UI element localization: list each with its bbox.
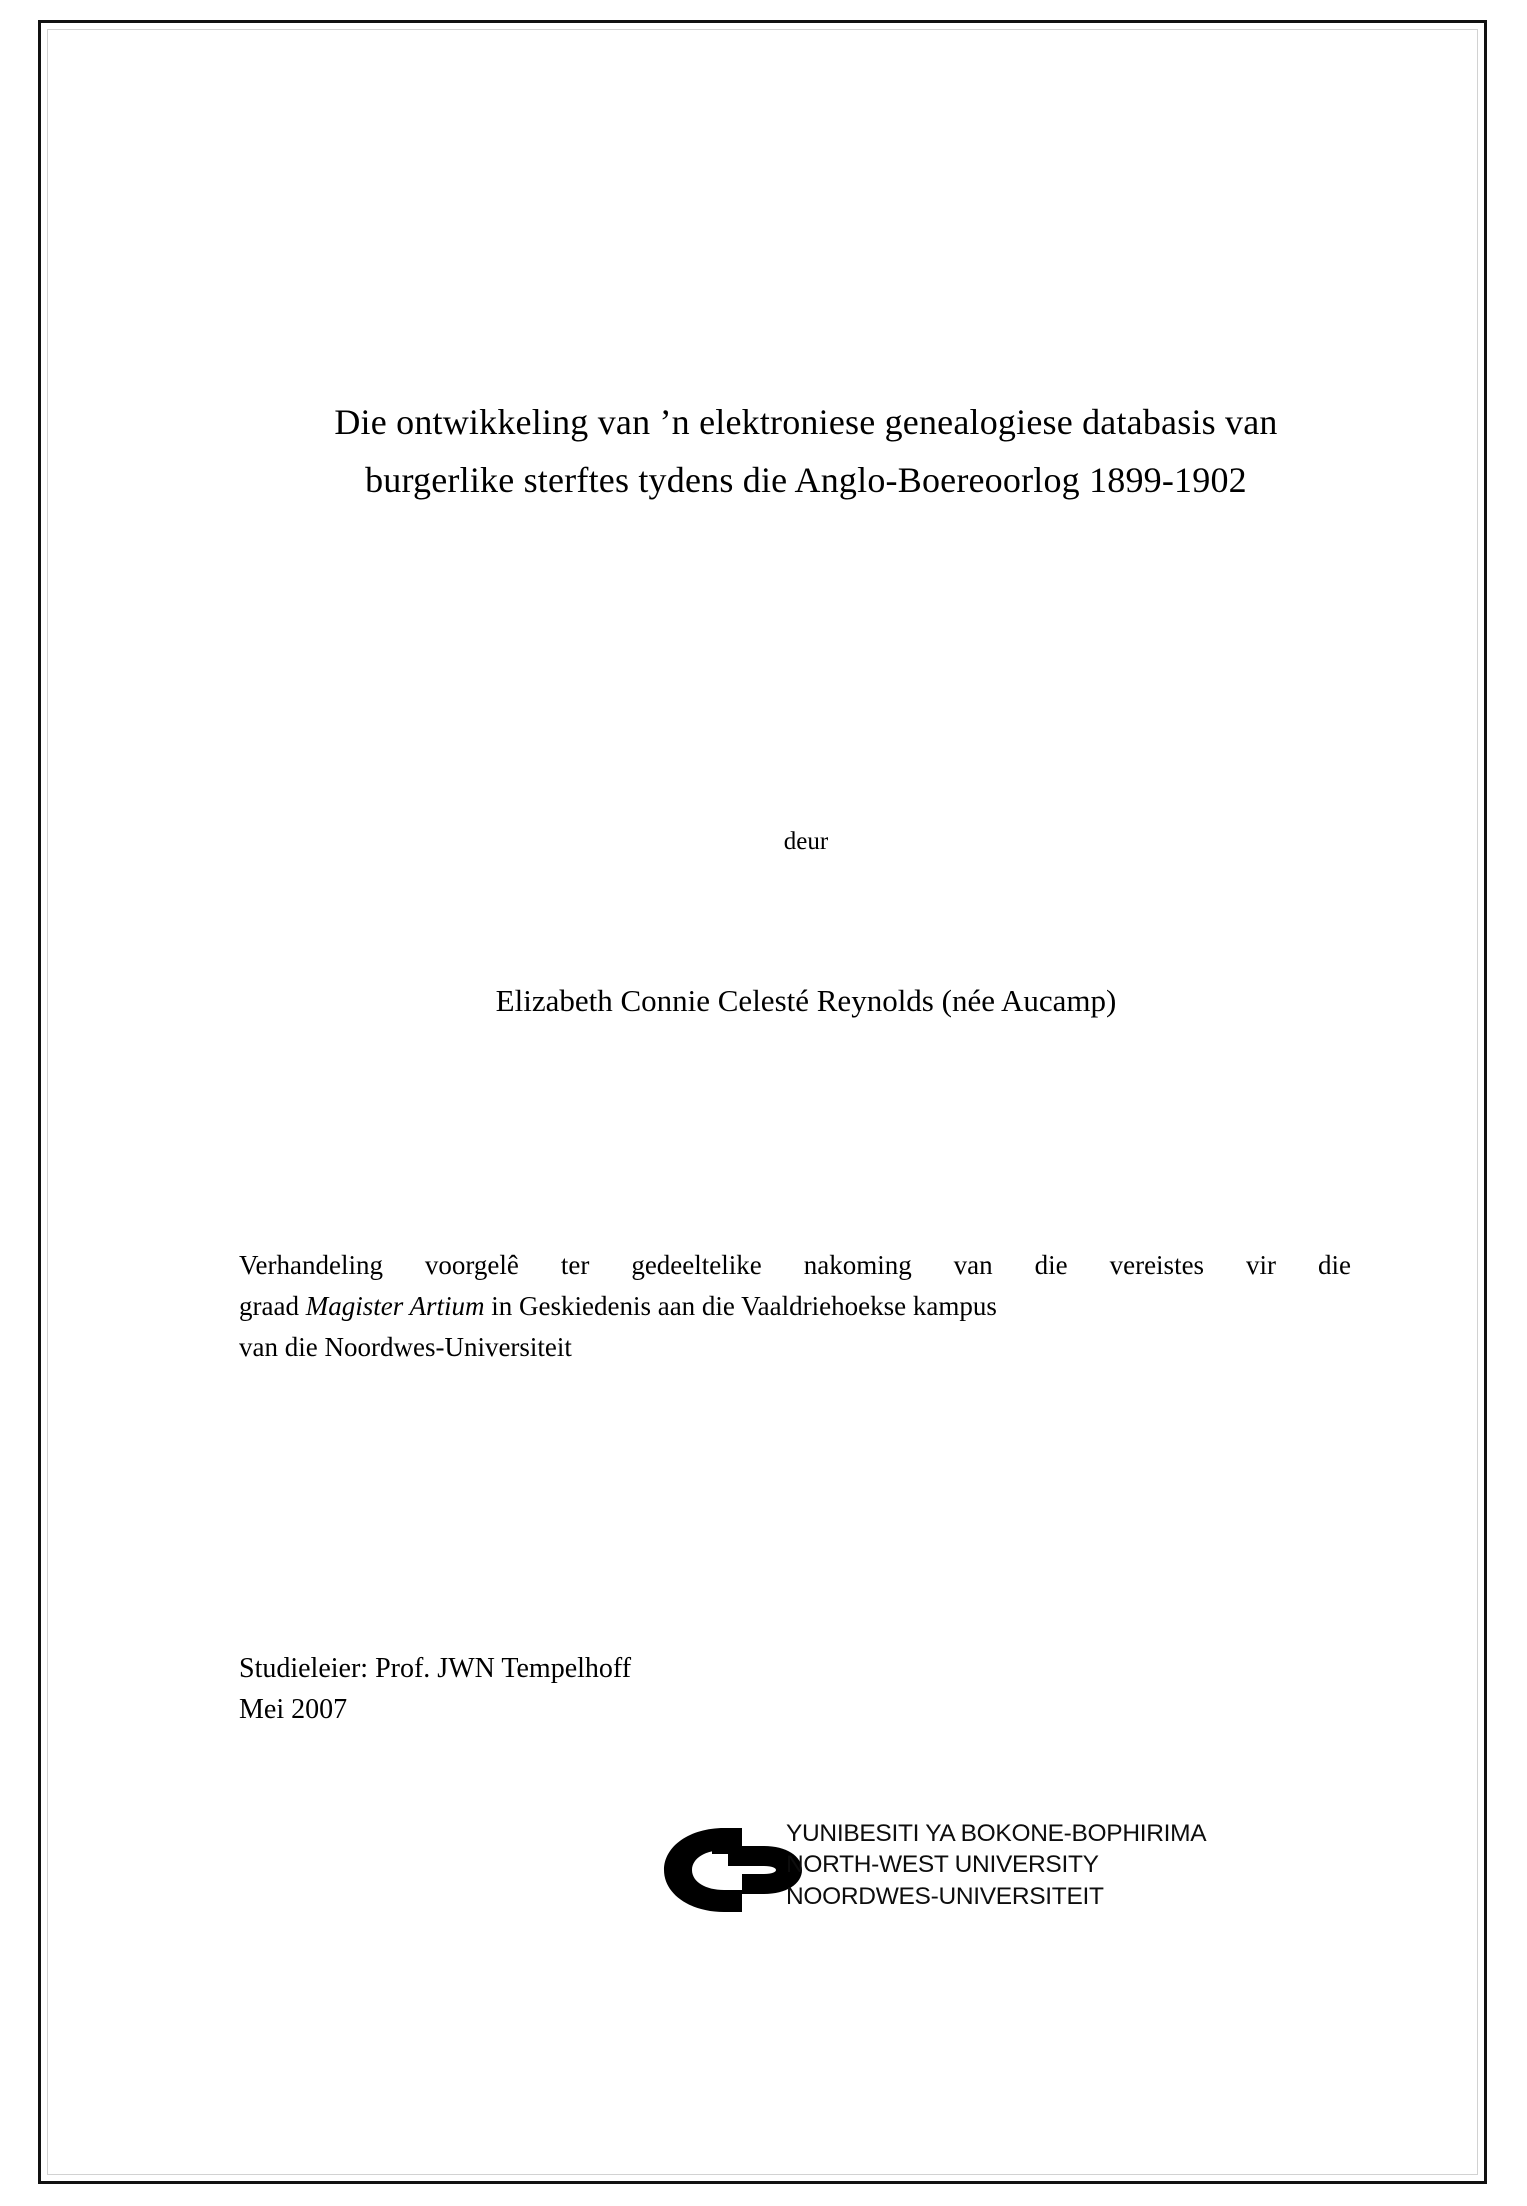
degree-statement-line-2-prefix: graad [239, 1291, 306, 1322]
page-border-frame [38, 20, 1487, 2184]
title-page-content [191, 23, 1421, 2181]
degree-statement [239, 1245, 1351, 1368]
date-line: Mei 2007 [239, 1694, 348, 1726]
page-title [231, 393, 1381, 510]
university-logo-text [786, 1818, 1206, 1912]
title-line-2: burgerlike sterftes tydens die Anglo-Boereoorlog 1899-1902 [365, 460, 1247, 501]
supervisor-line: Studieleier: Prof. JWN Tempelhoff [239, 1653, 632, 1684]
degree-name-italic: Magister Artium [305, 1291, 485, 1322]
supervisor-block [239, 1648, 1139, 1731]
logo-text-line-2: NORTH-WEST UNIVERSITY [786, 1851, 1099, 1879]
degree-statement-line-3: van die Noordwes-Universiteit [239, 1332, 572, 1363]
degree-statement-line-2-suffix: in Geskiedenis aan die Vaaldriehoekse kampus [484, 1291, 997, 1322]
logo-text-line-1: YUNIBESITI YA BOKONE-BOPHIRIMA [786, 1820, 1207, 1847]
degree-statement-line-2 [239, 1286, 1351, 1327]
logo-text-line-3: NOORDWES-UNIVERSITEIT [786, 1882, 1104, 1910]
university-logo-block [646, 1816, 1286, 1926]
author-name: Elizabeth Connie Celesté Reynolds (née Aucamp) [495, 983, 1117, 1018]
degree-statement-line-1: Verhandeling voorgelê ter gedeeltelike nakoming van die vereistes vir die [239, 1250, 1351, 1280]
title-line-1: Die ontwikkeling van ’n elektroniese genealogiese databasis van [334, 402, 1278, 442]
by-label: deur [783, 828, 829, 855]
